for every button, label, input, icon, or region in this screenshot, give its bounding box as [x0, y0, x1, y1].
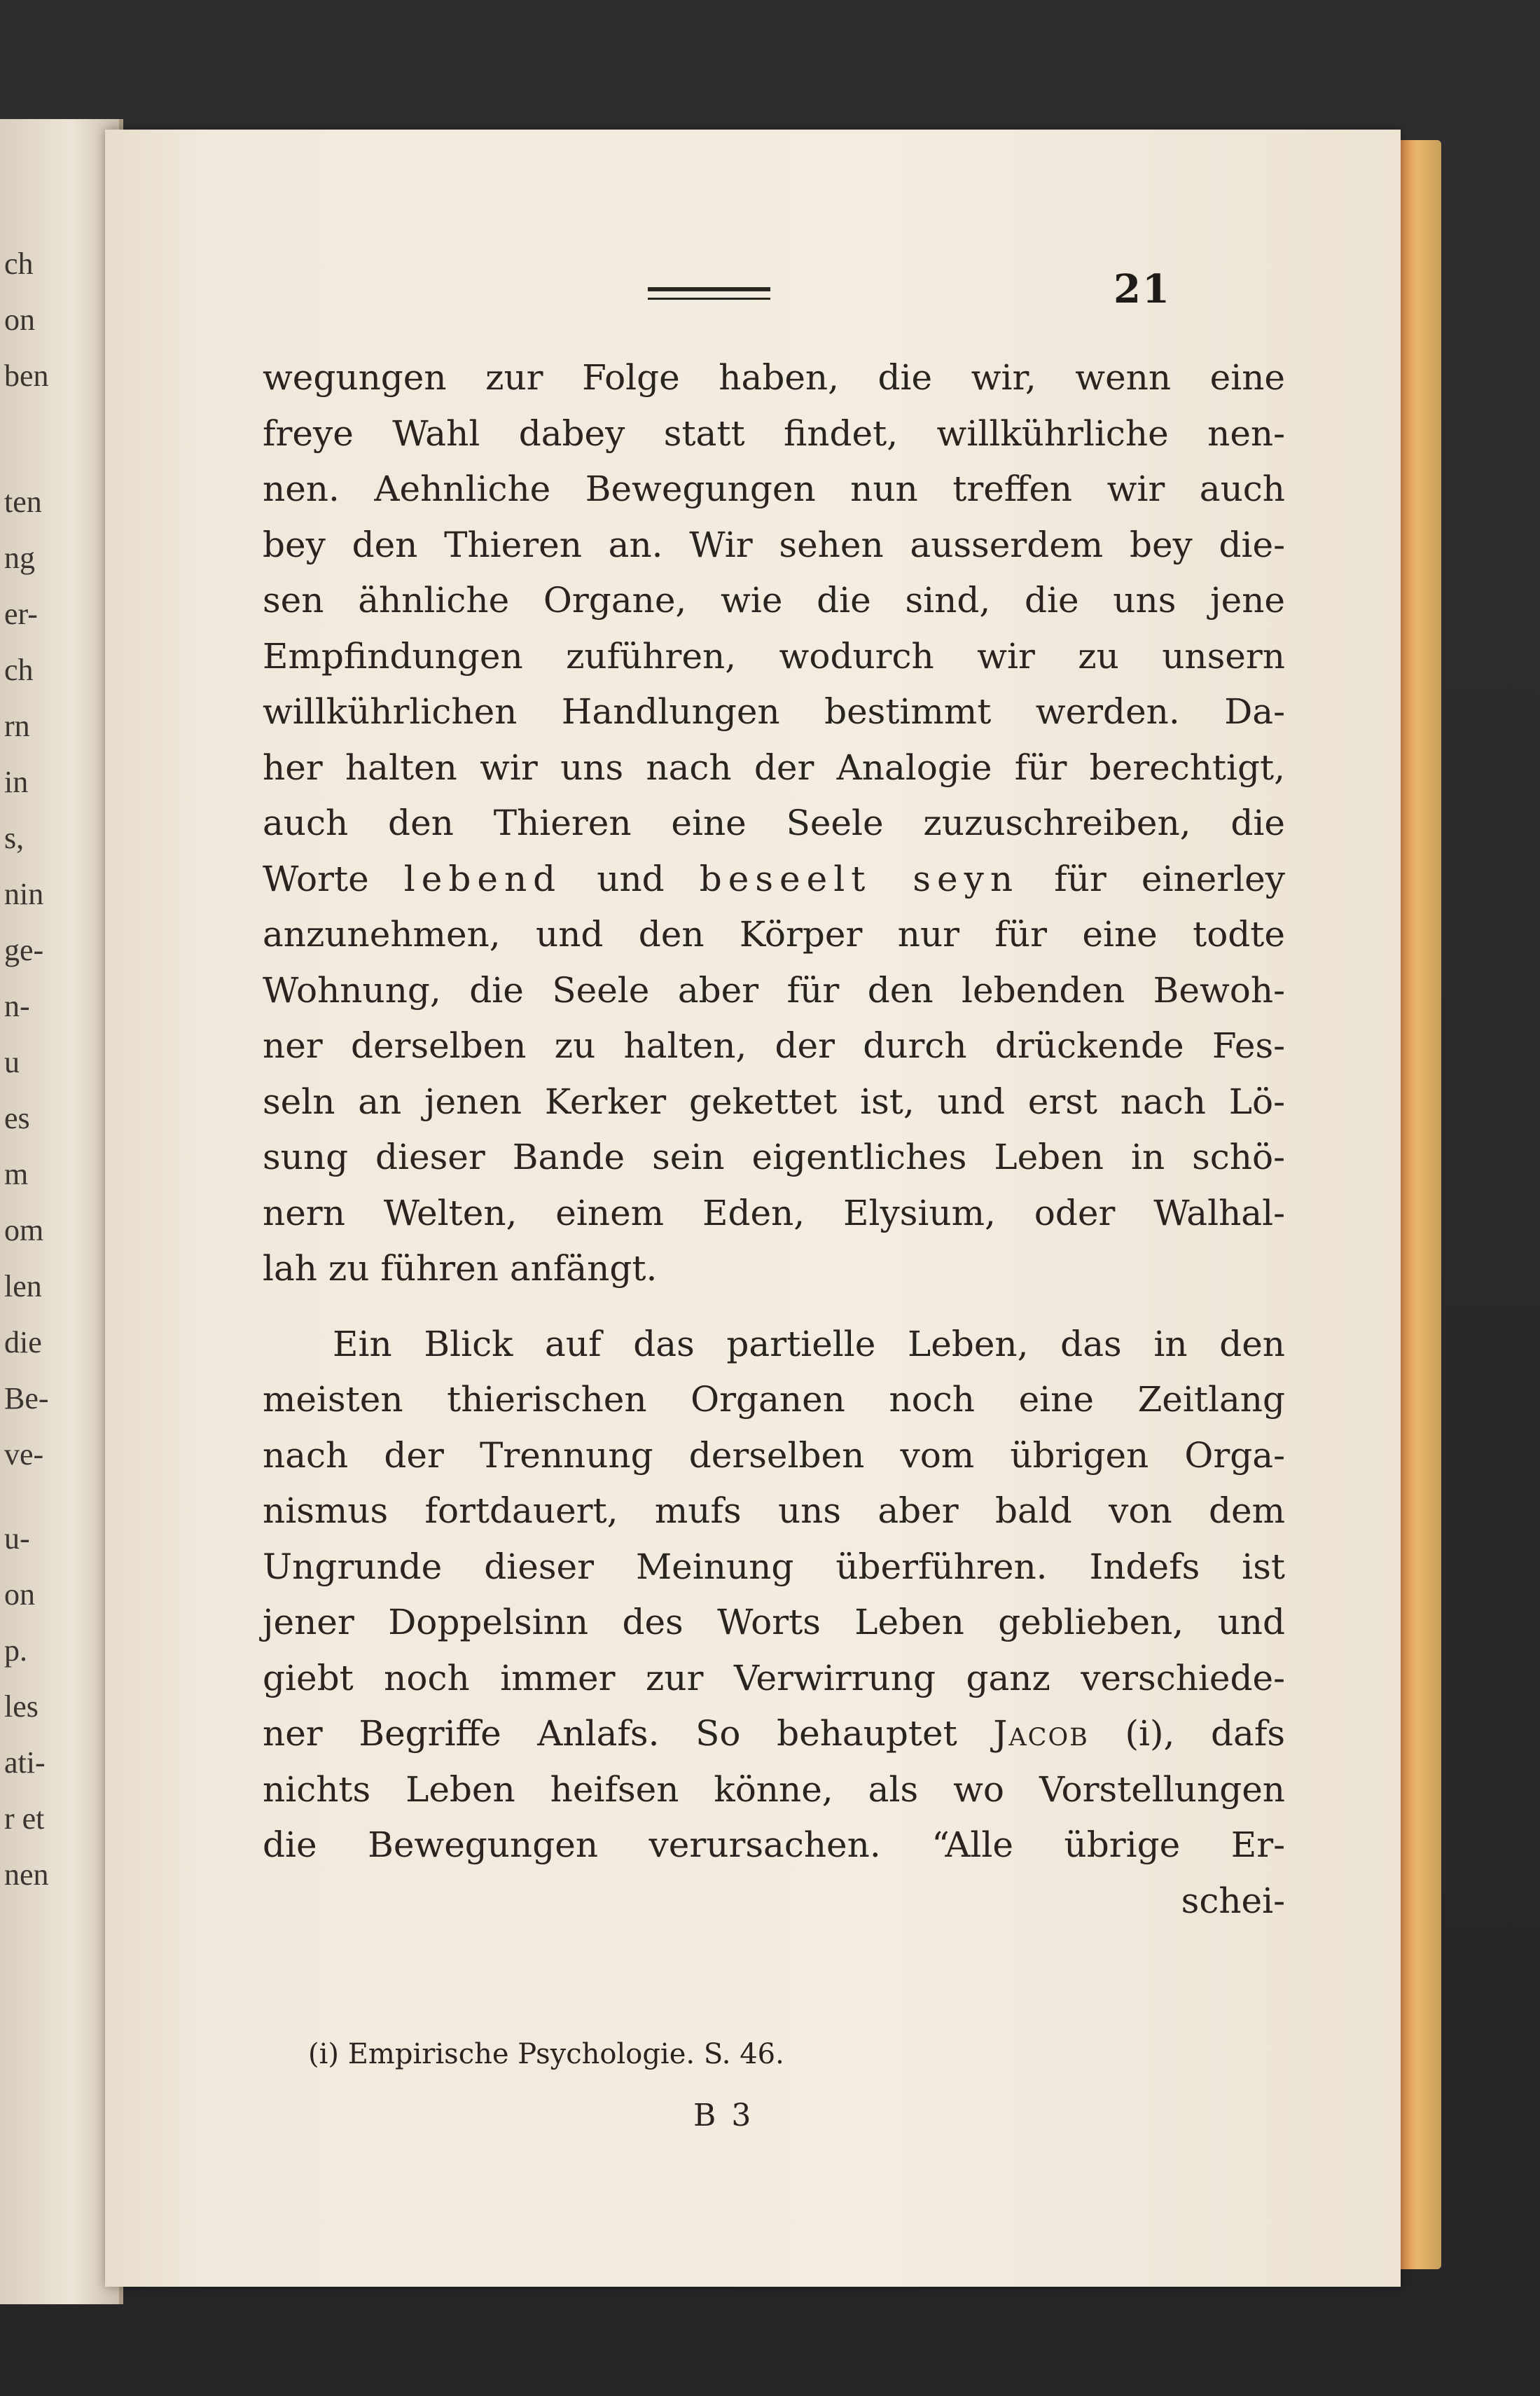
- text-fragment: (i), dafs: [1088, 1713, 1286, 1754]
- facing-page-fragment: n-: [4, 989, 30, 1023]
- facing-page-fragment: ge-: [4, 933, 44, 967]
- facing-page-fragment: p.: [4, 1633, 27, 1668]
- text-line: ner derselben zu halten, der durch drückende Fes-: [263, 1025, 1285, 1066]
- facing-page-fragment: r et: [4, 1801, 45, 1836]
- facing-page-fragment: es: [4, 1101, 30, 1135]
- text-fragment: Worte: [263, 858, 404, 899]
- facing-page-fragment: les: [4, 1689, 39, 1724]
- text-line: die Bewegungen verursachen. “Alle übrige Er-: [263, 1824, 1285, 1865]
- facing-page-fragment: ati-: [4, 1745, 46, 1780]
- facing-page-fragment: on: [4, 303, 35, 337]
- text-line: wegungen zur Folge haben, die wir, wenn eine: [263, 357, 1285, 398]
- text-line: Wohnung, die Seele aber für den lebenden Bewoh-: [263, 969, 1285, 1011]
- text-line: nen. Aehnliche Bewegungen nun treffen wir auch: [263, 469, 1285, 509]
- facing-page-fragment: ch: [4, 247, 34, 281]
- text-line-citation: [263, 1706, 1285, 1762]
- spaced-word: beseelt seyn: [699, 858, 1020, 899]
- text-fragment: und: [562, 858, 700, 899]
- text-line: Ein Blick auf das partielle Leben, das in den: [333, 1323, 1285, 1364]
- facing-page-fragment: om: [4, 1213, 44, 1247]
- text-line: sen ähnliche Organe, wie die sind, die uns jene: [263, 580, 1285, 621]
- text-line: nach der Trennung derselben vom übrigen Orga-: [263, 1434, 1285, 1476]
- facing-page-fragment: u-: [4, 1521, 30, 1556]
- running-head: [105, 266, 1401, 322]
- book-page: [105, 130, 1401, 2287]
- paragraph-2: [263, 1317, 1285, 1930]
- text-line: freye Wahl dabey statt findet, willkührliche nen-: [263, 413, 1285, 454]
- text-line: Empfindungen zuführen, wodurch wir zu unsern: [263, 635, 1285, 677]
- text-line: giebt noch immer zur Verwirrung ganz verschiede-: [263, 1657, 1285, 1698]
- paragraph-gap: [263, 1297, 1285, 1317]
- text-fragment: ner Begriffe Anlafs. So behauptet: [263, 1713, 994, 1754]
- page-number: 21: [1114, 266, 1171, 312]
- text-line: seln an jenen Kerker gekettet ist, und erst nach Lö-: [263, 1081, 1285, 1122]
- author-name: Jacob: [993, 1713, 1089, 1754]
- spaced-word: lebend: [403, 858, 562, 899]
- facing-page-fragment: ve-: [4, 1437, 44, 1471]
- text-line-spaced: [263, 852, 1285, 908]
- catchword: schei-: [1181, 1880, 1285, 1921]
- text-line: nismus fortdauert, mufs uns aber bald von dem: [263, 1490, 1285, 1531]
- text-line: lah zu führen anfängt.: [263, 1248, 658, 1289]
- facing-page-fragment: er-: [4, 597, 38, 631]
- facing-page-fragment: die: [4, 1325, 42, 1359]
- text-line: nichts Leben heifsen könne, als wo Vorstellungen: [263, 1768, 1285, 1810]
- facing-page-fragment: u: [4, 1045, 20, 1079]
- facing-page-fragment: Be-: [4, 1381, 49, 1415]
- facing-page-fragment: ng: [4, 541, 35, 575]
- facing-page-fragment: rn: [4, 709, 30, 743]
- signature-mark: B 3: [693, 2098, 754, 2133]
- head-ornament-rule: [648, 287, 770, 300]
- text-line: anzunehmen, und den Körper nur für eine todte: [263, 914, 1285, 955]
- text-line: auch den Thieren eine Seele zuzuschreiben, die: [263, 803, 1285, 843]
- text-line: nern Welten, einem Eden, Elysium, oder Walhal-: [263, 1192, 1285, 1233]
- facing-page-fragment: in: [4, 765, 29, 799]
- text-line: her halten wir uns nach der Analogie für berechtigt,: [263, 747, 1285, 788]
- facing-page-fragment: on: [4, 1577, 35, 1612]
- facing-page-fragment: s,: [4, 821, 25, 855]
- facing-page-fragment: len: [4, 1269, 42, 1303]
- facing-page-fragment: ten: [4, 485, 42, 519]
- text-line: bey den Thieren an. Wir sehen ausserdem bey die-: [263, 524, 1285, 565]
- paragraph-1: [263, 350, 1285, 1297]
- footnote: (i) Empirische Psychologie. S. 46.: [308, 2038, 784, 2070]
- text-line: jener Doppelsinn des Worts Leben geblieben, und: [263, 1602, 1285, 1642]
- facing-page-fragment: ben: [4, 359, 49, 393]
- facing-page-fragment: ch: [4, 653, 34, 687]
- text-line: sung dieser Bande sein eigentliches Leben in schö-: [263, 1137, 1285, 1177]
- text-line: meisten thierischen Organen noch eine Zeitlang: [263, 1379, 1285, 1420]
- text-fragment: für einerley: [1019, 858, 1285, 899]
- body-text: [263, 350, 1285, 1929]
- facing-page-fragment: nin: [4, 877, 44, 911]
- text-line: willkührlichen Handlungen bestimmt werden. Da-: [263, 691, 1285, 732]
- facing-page-fragment: m: [4, 1157, 29, 1191]
- facing-page-fragment: nen: [4, 1857, 49, 1892]
- text-line: Ungrunde dieser Meinung überführen. Indefs ist: [263, 1546, 1285, 1587]
